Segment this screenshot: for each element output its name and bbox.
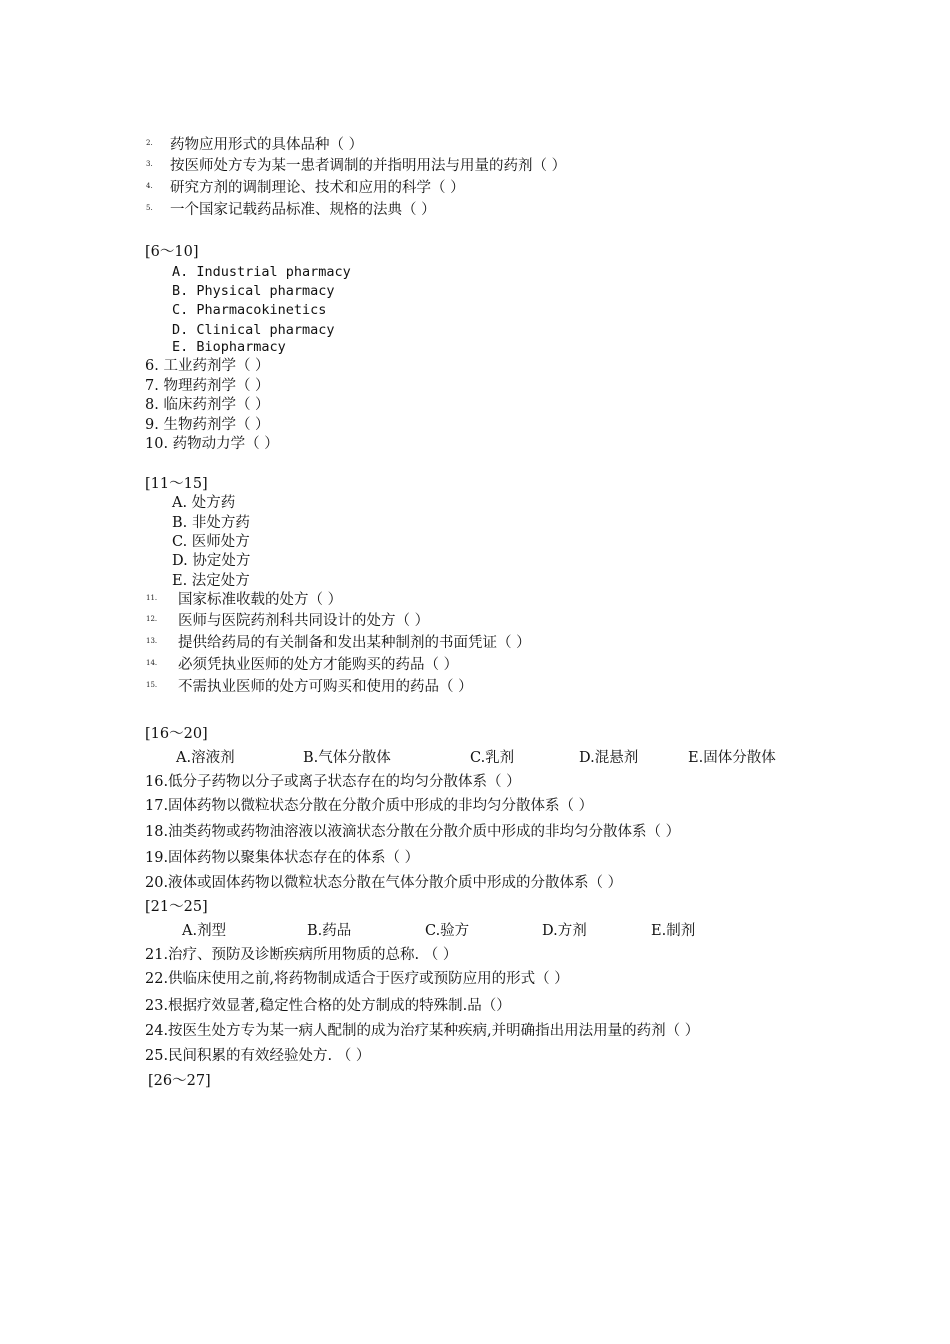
- option-a: A. Industrial pharmacy: [172, 264, 351, 280]
- option-c: C. Pharmacokinetics: [172, 302, 327, 318]
- section-header: [21～25]: [145, 899, 208, 915]
- option-a: A.剂型: [182, 923, 227, 939]
- option-d: D. 协定处方: [172, 553, 251, 569]
- option-e: E. 法定处方: [172, 573, 250, 589]
- question-text: 23.根据疗效显著,稳定性合格的处方制成的特殊制.品（）: [145, 998, 511, 1014]
- item-number: 14.: [146, 659, 158, 667]
- section-header: [16～20]: [145, 726, 208, 742]
- option-c: C.乳剂: [470, 750, 515, 766]
- question-text: 16.低分子药物以分子或离子状态存在的均匀分散体系（ ）: [145, 774, 521, 790]
- question-text: 18.油类药物或药物油溶液以液滴状态分散在分散介质中形成的非均匀分散体系（ ）: [145, 824, 681, 840]
- question-text: 国家标准收载的处方（ ）: [178, 592, 343, 608]
- question-text: 24.按医生处方专为某一病人配制的成为治疗某种疾病,并明确指出用法用量的药剂（ ）: [145, 1023, 700, 1039]
- question-text: 按医师处方专为某一患者调制的并指明用法与用量的药剂（ ）: [170, 158, 567, 174]
- item-number: 15.: [146, 681, 158, 689]
- question-text: 医师与医院药剂科共同设计的处方（ ）: [178, 613, 430, 629]
- question-text: 一个国家记载药品标准、规格的法典（ ）: [170, 202, 436, 218]
- question-text: 6. 工业药剂学（ ）: [145, 358, 270, 374]
- item-number: 13.: [146, 637, 158, 645]
- question-text: 20.液体或固体药物以微粒状态分散在气体分散介质中形成的分散体系（ ）: [145, 875, 623, 891]
- item-number: 4.: [146, 182, 153, 190]
- question-text: 研究方剂的调制理论、技术和应用的科学（ ）: [170, 180, 465, 196]
- option-a: A. 处方药: [172, 495, 236, 511]
- question-text: 8. 临床药剂学（ ）: [145, 397, 270, 413]
- question-text: 必须凭执业医师的处方才能购买的药品（ ）: [178, 657, 459, 673]
- section-header: [6～10]: [145, 244, 199, 260]
- section-header: [11～15]: [145, 476, 208, 492]
- item-number: 2.: [146, 139, 153, 147]
- question-text: 25.民间积累的有效经验处方. （ ）: [145, 1048, 371, 1064]
- item-number: 5.: [146, 204, 153, 212]
- question-text: 10. 药物动力学（ ）: [145, 436, 279, 452]
- question-text: 9. 生物药剂学（ ）: [145, 417, 270, 433]
- question-text: 7. 物理药剂学（ ）: [145, 378, 270, 394]
- question-text: 提供给药局的有关制备和发出某种制剂的书面凭证（ ）: [178, 635, 531, 651]
- option-d: D. Clinical pharmacy: [172, 322, 335, 338]
- option-c: C.验方: [425, 923, 470, 939]
- question-text: 19.固体药物以聚集体状态存在的体系（ ）: [145, 850, 420, 866]
- option-c: C. 医师处方: [172, 534, 250, 550]
- item-number: 12.: [146, 615, 158, 623]
- item-number: 11.: [146, 594, 158, 602]
- option-b: B.气体分散体: [303, 750, 391, 766]
- option-e: E. Biopharmacy: [172, 339, 286, 355]
- option-d: D.混悬剂: [579, 750, 639, 766]
- option-a: A.溶液剂: [176, 750, 235, 766]
- question-text: 17.固体药物以微粒状态分散在分散介质中形成的非均匀分散体系（ ）: [145, 798, 594, 814]
- item-number: 3.: [146, 160, 153, 168]
- question-text: 21.治疗、预防及诊断疾病所用物质的总称. （ ）: [145, 947, 458, 963]
- option-e: E.制剂: [651, 923, 696, 939]
- option-b: B. Physical pharmacy: [172, 283, 335, 299]
- option-e: E.固体分散体: [688, 750, 776, 766]
- option-d: D.方剂: [542, 923, 587, 939]
- option-b: B.药品: [307, 923, 352, 939]
- option-b: B. 非处方药: [172, 515, 250, 531]
- section-header: [26～27]: [148, 1073, 211, 1089]
- question-text: 药物应用形式的具体品种（ ）: [170, 137, 364, 153]
- question-text: 22.供临床使用之前,将药物制成适合于医疗或预防应用的形式（ ）: [145, 971, 569, 987]
- question-text: 不需执业医师的处方可购买和使用的药品（ ）: [178, 679, 473, 695]
